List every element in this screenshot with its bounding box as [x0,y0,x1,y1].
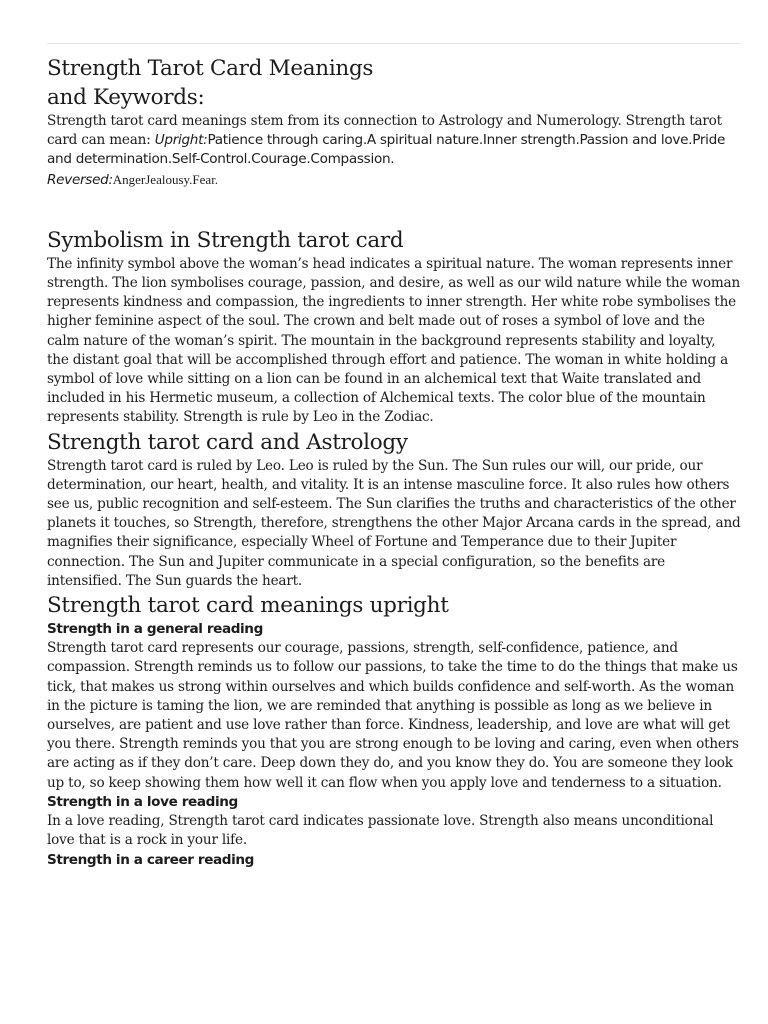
career-reading-heading: Strength in a career reading [47,851,255,868]
upright-keywords-text: Patience through caring.A spiritual nature.Inner strength.Passion and love.Pride and determination.Self-Control.Courage.Compassion. [47,132,726,168]
page-title-line2: and Keywords: [47,85,205,110]
general-reading-paragraph: Strength tarot card represents our courage, passions, strength, self-confidence, patience, and compassion. Strength reminds us to follow our passions, to take the time to do the things that make us tick, that makes us strong within ourselves and which builds confidence and self-worth. As the woman in the picture is taming the lion, we are reminded that anything is possible as long as we believe in ourselves, are patient and use love rather than force. Kindness, leadership, and love are what will get you there. Strength reminds you that you are strong enough to be loving and caring, even when others are acting as if they don’t care. Deep down they do, and you know they do. You are someone they look up to, so keep showing them how well it can flow when you apply love and tenderness to a situation. [47,640,739,791]
astrology-heading: Strength tarot card and Astrology [47,429,408,455]
astrology-paragraph: Strength tarot card is ruled by Leo. Leo is ruled by the Sun. The Sun rules our will, our pride, our determination, our heart, health, and vitality. It is an intense masculine force. It also rules how others see us, public recognition and self-esteem. The Sun clarifies the truths and characteristics of the other planets it touches, so Strength, therefore, strengthens the other Major Arcana cards in the spread, and magnifies their significance, especially Wheel of Fortune and Temperance due to their Jupiter connection. The Sun and Jupiter communicate in a special configuration, so the benefits are intensified. The Sun guards the heart. [47,457,741,589]
page-title-line1: Strength Tarot Card Meanings [47,56,374,81]
symbolism-paragraph: The infinity symbol above the woman’s head indicates a spiritual nature. The woman represents inner strength. The lion symbolises courage, passion, and desire, as well as our wild nature while the woman represents kindness and compassion, the ingredients to inner strength. Her white robe symbolises the higher feminine aspect of the soul. The crown and belt made out of roses a symbol of love and the calm nature of the woman’s spirit. The mountain in the background represents stability and loyalty, the distant goal that will be accomplished through effort and patience. The woman in white holding a symbol of love while sitting on a lion can be found in an alchemical text that Waite translated and included in his Hermetic museum, a collection of Alchemical texts. The color blue of the mountain represents stability. Strength is rule by Leo in the Zodiac. [47,255,741,426]
upright-heading: Strength tarot card meanings upright [47,593,449,619]
love-reading-heading: Strength in a love reading [47,793,238,810]
page-title [47,54,741,112]
reversed-label: Reversed: [47,171,113,188]
intro-text: Strength tarot card meanings stem from its connection to Astrology and Numerology. Strength tarot card can mean: [47,113,722,149]
upright-label: Upright: [154,132,208,149]
spacer [47,190,741,226]
reversed-keywords [47,172,113,188]
reversed-keywords-text: AngerJealousy.Fear. [112,171,219,187]
intro-paragraph [47,112,741,190]
document-page [47,54,741,870]
love-reading-paragraph: In a love reading, Strength tarot card indicates passionate love. Strength also means unconditional love that is a rock in your life. [47,813,714,849]
top-divider [47,43,740,44]
general-reading-heading: Strength in a general reading [47,621,263,638]
symbolism-heading: Symbolism in Strength tarot card [47,227,404,253]
